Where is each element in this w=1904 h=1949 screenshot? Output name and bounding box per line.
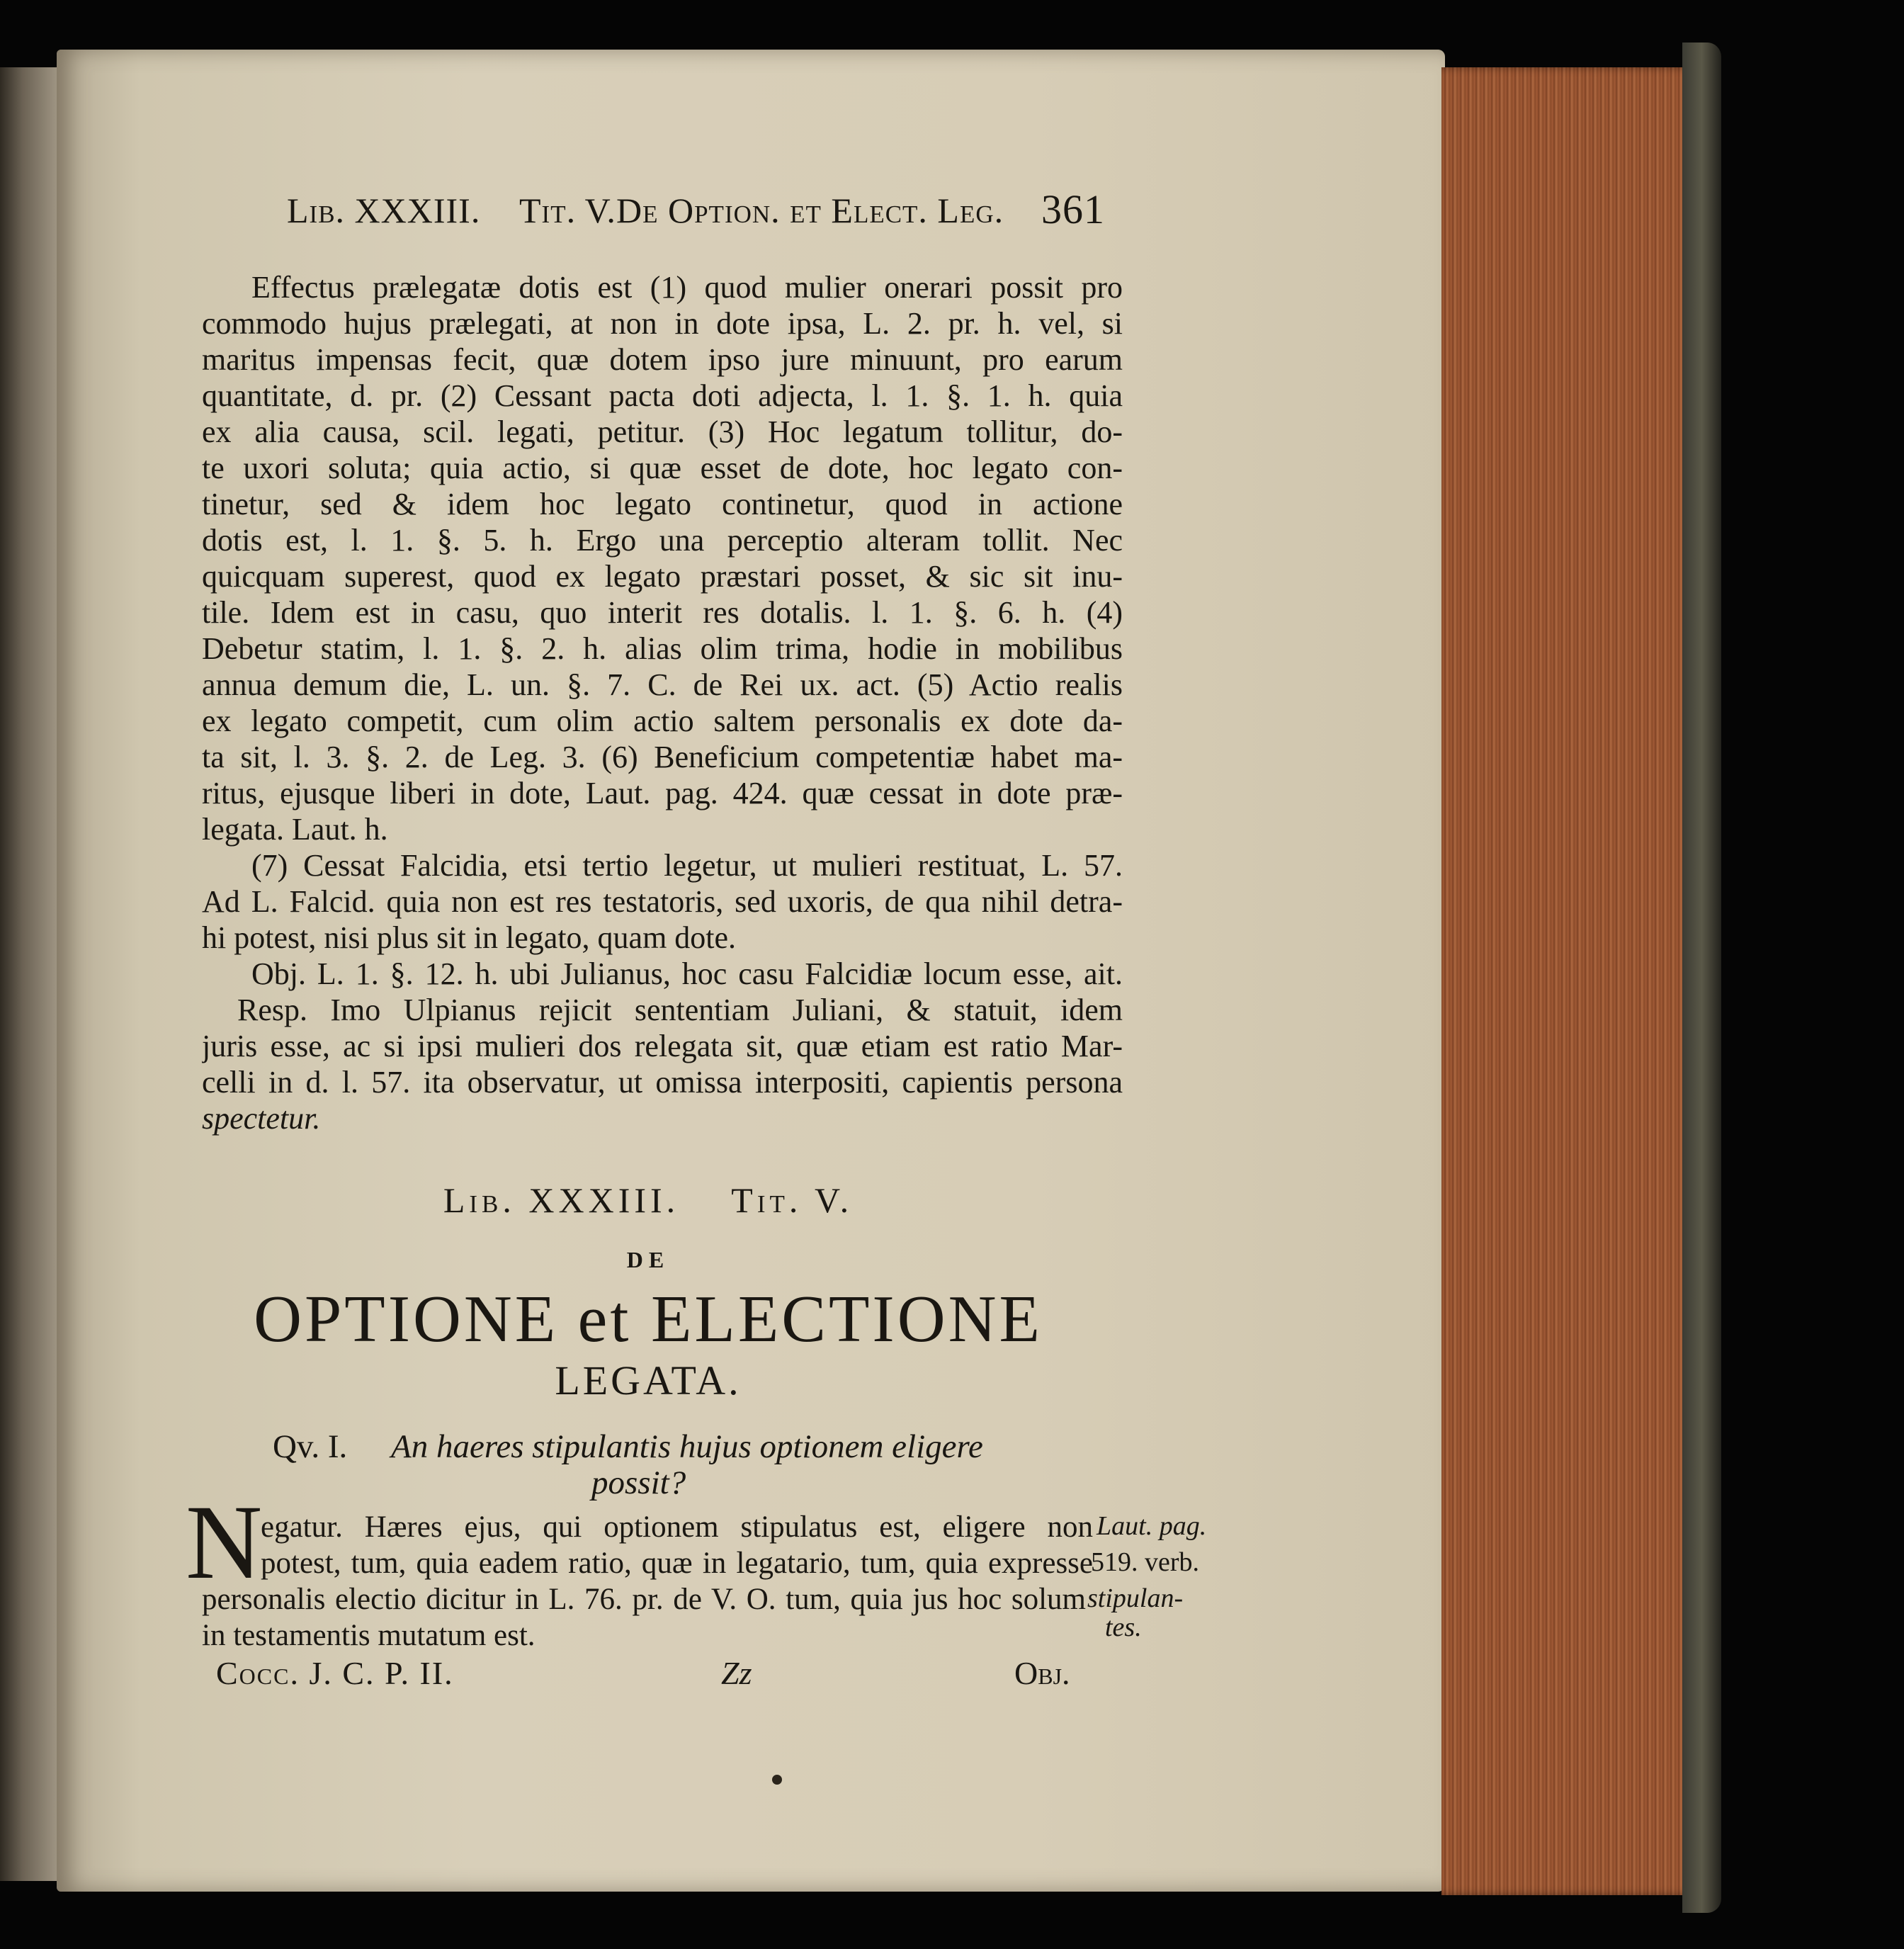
text-line: celli in d. l. 57. ita observatur, ut omissa interpositi, capientis persona (202, 1065, 1123, 1100)
book-cover-edge (1682, 43, 1721, 1913)
text-line: Debetur statim, l. 1. §. 2. h. alias olim trima, hodie in mobilibus (202, 631, 1123, 666)
question-text-line-2: possit? (591, 1464, 686, 1501)
margin-note-line-2: 519. verb. (1091, 1547, 1200, 1577)
text-line: in testamentis mutatum est. (202, 1619, 536, 1652)
text-line: quantitate, d. pr. (2) Cessant pacta doti adjecta, l. 1. §. 1. h. quia (202, 378, 1123, 413)
section-de: DE (626, 1247, 670, 1272)
running-head-title: Tit. V. (519, 191, 616, 230)
text-line: ritus, ejusque liberi in dote, Laut. pag. 424. quæ cessat in dote præ- (202, 776, 1123, 810)
text-line: Ad L. Falcid. quia non est res testatoris, sed uxoris, de qua nihil detra- (202, 884, 1123, 919)
question-text-line-1: An haeres stipulantis hujus optionem eligere (391, 1428, 983, 1465)
text-line: spectetur. (202, 1101, 321, 1136)
text-line: quicquam superest, quod ex legato præstari posset, & sic sit inu- (202, 559, 1123, 594)
section-book-title (198, 1180, 1098, 1221)
text-line: egatur. Hæres ejus, qui optionem stipulatus est, eligere non (261, 1510, 1093, 1544)
text-line: maritus impensas fecit, quæ dotem ipso jure minuunt, pro earum (202, 342, 1123, 377)
page-fore-edge (1441, 67, 1704, 1895)
paragraph-1 (202, 269, 1123, 847)
section-heading-sub: LEGATA. (555, 1357, 742, 1403)
text-line: (7) Cessat Falcidia, etsi tertio legetur, ut mulieri restituat, L. 57. (251, 848, 1123, 883)
text-line: ex legato competit, cum olim actio saltem personalis ex dote da- (202, 704, 1123, 738)
margin-note-line-3: stipulan- (1087, 1583, 1184, 1613)
previous-page-edge (0, 67, 57, 1881)
section-title: Tit. V. (731, 1180, 854, 1220)
footer-sheet-mark: Zz (721, 1655, 752, 1691)
text-line: commodo hujus prælegati, at non in dote ipsa, L. 2. pr. h. vel, si (202, 306, 1123, 341)
text-line: te uxori soluta; quia actio, si quæ esset de dote, hoc legato con- (202, 451, 1123, 485)
text-line: ta sit, l. 3. §. 2. de Leg. 3. (6) Beneficium competentiæ habet ma- (202, 740, 1123, 774)
objection-1 (202, 956, 1123, 992)
question-label: Qv. I. (273, 1428, 348, 1465)
response-1 (202, 992, 1123, 1136)
text-line: dotis est, l. 1. §. 5. h. Ergo una perceptio alteram tollit. Nec (202, 523, 1123, 558)
text-line: Obj. L. 1. §. 12. h. ubi Julianus, hoc casu Falcidiæ locum esse, ait. (251, 956, 1123, 991)
answer-lines-1-2 (261, 1509, 1093, 1581)
section-heading-main: OPTIONE et ELECTIONE (254, 1282, 1043, 1356)
text-line: potest, tum, quia eadem ratio, quæ in legatario, tum, quia expresse (261, 1547, 1093, 1580)
text-line: tinetur, sed & idem hoc legato continetur, quod in actione (202, 487, 1123, 521)
text-line: tile. Idem est in casu, quo interit res dotalis. l. 1. §. 6. h. (4) (202, 595, 1123, 630)
text-line: Resp. Imo Ulpianus rejicit sententiam Juliani, & statuit, idem (237, 993, 1123, 1027)
margin-note-line-4: tes. (1105, 1612, 1142, 1642)
drop-cap-initial: N (186, 1484, 263, 1601)
paragraph-2 (202, 847, 1123, 956)
text-line: legata. Laut. h. (202, 812, 388, 847)
answer-lines-3-4 (202, 1581, 1086, 1654)
text-line: ex alia causa, scil. legati, petitur. (3) Hoc legatum tollitur, do- (202, 414, 1123, 449)
footer-signature: Cocc. J. C. P. II. (216, 1655, 454, 1691)
text-line: annua demum die, L. un. §. 7. C. de Rei ux. act. (5) Actio realis (202, 667, 1123, 702)
text-line: juris esse, ac si ipsi mulieri dos relegata sit, quæ etiam est ratio Mar- (202, 1029, 1123, 1063)
running-head-book: Lib. XXXIII. (287, 191, 481, 230)
footer-catchword: Obj. (1014, 1655, 1070, 1691)
ink-dot (772, 1775, 782, 1785)
page-number: 361 (1041, 186, 1105, 232)
section-book: Lib. XXXIII. (443, 1180, 680, 1220)
text-line: personalis electio dicitur in L. 76. pr. de V. O. tum, quia jus hoc solum (202, 1583, 1086, 1616)
text-line: Effectus prælegatæ dotis est (1) quod mulier onerari possit pro (251, 270, 1123, 305)
text-line: hi potest, nisi plus sit in legato, quam dote. (202, 920, 737, 955)
margin-note-line-1: Laut. pag. (1096, 1511, 1207, 1541)
running-head-subject: De Option. et Elect. Leg. (616, 191, 1004, 230)
